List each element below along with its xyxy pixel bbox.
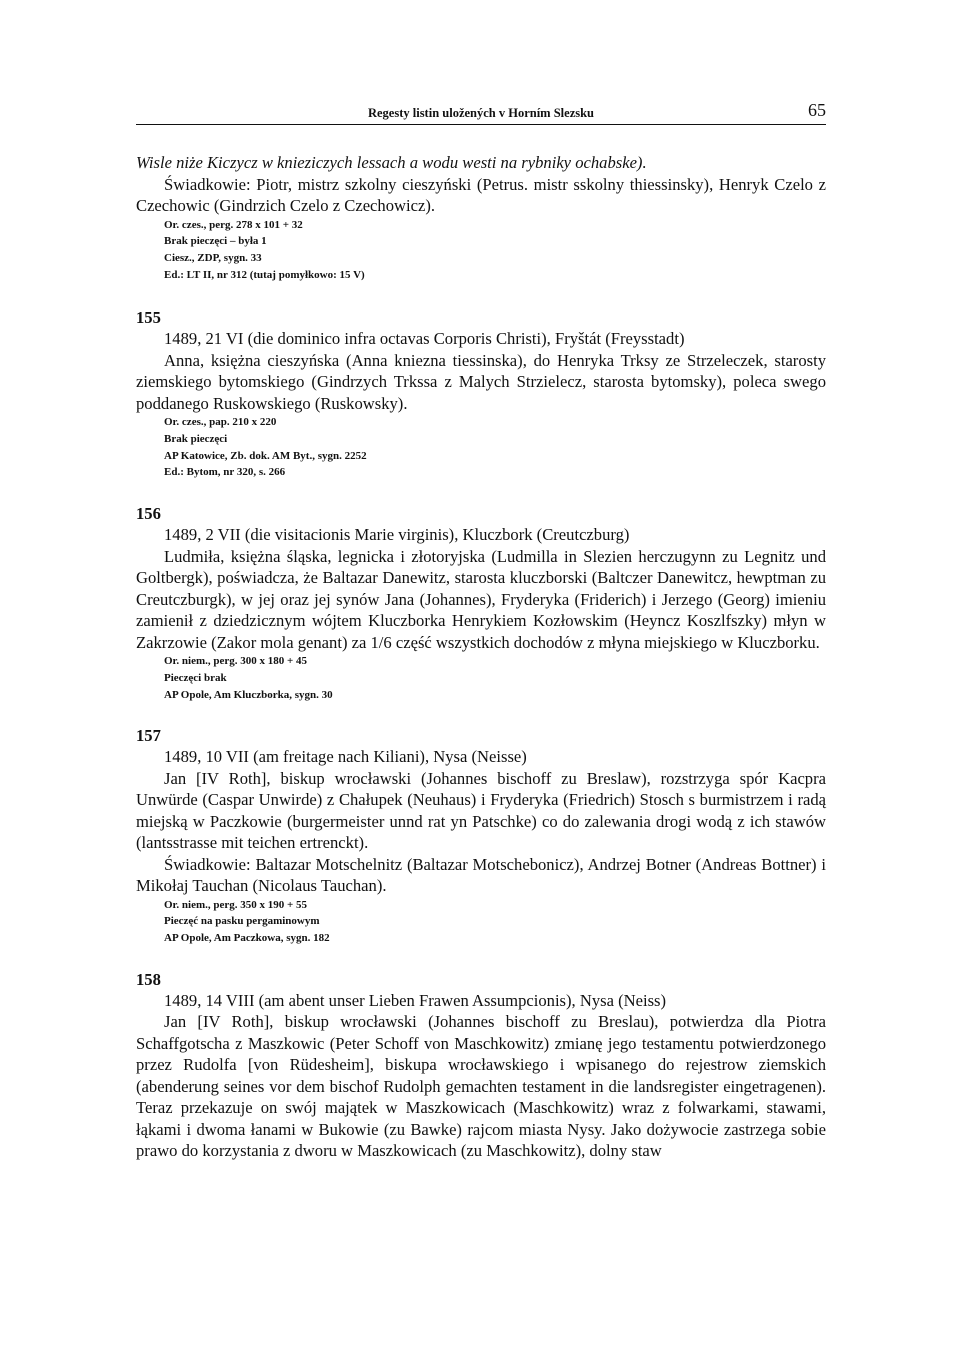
meta-line: Or. niem., perg. 350 x 190 + 55 [164, 898, 308, 911]
entry-155 [136, 307, 826, 481]
meta-line: Ed.: LT II, nr 312 (tutaj pomyłkowo: 15 V) [164, 268, 365, 281]
meta-line: Or. czes., pap. 210 x 220 [164, 416, 277, 429]
witnesses-paragraph: Świadkowie: Piotr, mistrz szkolny cieszyński (Petrus. mistr sskolny thiessinsky), Henryk Czelo z Czechowic (Gindrzich Czelo z Czechowicz). [136, 174, 826, 215]
continued-text [136, 152, 826, 174]
header-title: Regesty listin uložených v Horním Slezsku [367, 106, 595, 120]
intro-continuation [136, 152, 826, 283]
meta-line: Or. niem., perg. 300 x 180 + 45 [164, 655, 308, 668]
continued-text-italic: Wisle niże Kiczycz w knieziczych lessach a wodu westi na rybniky ochabske). [136, 153, 647, 172]
date-line: 1489, 14 VIII (am abent unser Lieben Frawen Assumpcionis), Nysa (Neiss) [164, 990, 667, 1010]
entry-paragraph: Świadkowie: Baltazar Motschelnitz (Baltazar Motschebonicz), Andrzej Botner (Andreas Bottner) i Mikołaj Tauchan (Nicolaus Tauchan). [136, 854, 826, 896]
meta-line: Or. czes., perg. 278 x 101 + 32 [164, 218, 303, 231]
entry-paragraph: Jan [IV Roth], biskup wrocławski (Johannes bischoff zu Breslaw), rozstrzyga spór Kacpra Unwürde (Caspar Unwirde) z Chałupek (Neuhaus) i Fryderyka (Friedrich) Stosch s burmistrzem i radą miejską w Paczkowie (burgermeister unnd rat yn Patschke) co do zalewania drogi wodą z ich stawów (lantsstrasse mit teichen ertrenckt). [136, 768, 826, 853]
meta-line: Pieczęć na pasku pergaminowym [164, 915, 320, 928]
date-line: 1489, 10 VII (am freitage nach Kiliani), Nysa (Neisse) [164, 747, 527, 767]
document-body [136, 152, 826, 1162]
meta-line: AP Opole, Am Paczkowa, sygn. 182 [164, 932, 330, 945]
entry-paragraph: Jan [IV Roth], biskup wrocławski (Johannes bischoff zu Breslau), potwierdza dla Piotra Schaffgotscha z Maszkowic (Peter Schoff von Maschkowitz) zmianę jego testamentu potwierdzonego przez Rudolfa [von Rüdesheim], biskupa wrocławskiego i wpisanego do rejestrow ziemskich (abenderung seines vor dem bischof Rudolph gemachten testament in die landsregister eingetragenen). Teraz przekazuje on swój majątek w Maszkowicach (Maschkowitz) wraz z folwarkami, stawami, łąkami i dwoma łanami w Bukowie (zu Bawke) rajcom miasta Nysy. Jako dożywocie zastrzega sobie prawo do korzystania z dworu w Maszkowicach (zu Maschkowitz), dolny staw [136, 1012, 826, 1161]
meta-line: Brak pieczęci – była 1 [164, 235, 267, 248]
entry-157 [136, 725, 826, 947]
entry-158 [136, 969, 826, 1162]
page-number: 65 [808, 100, 826, 120]
entry-number: 157 [136, 726, 161, 746]
meta-line: Pieczęci brak [164, 671, 227, 684]
entry-number: 158 [136, 969, 161, 989]
meta-line: Ciesz., ZDP, sygn. 33 [164, 251, 262, 264]
date-line: 1489, 21 VI (die dominico infra octavas Corporis Christi), Fryštát (Freysstadt) [164, 329, 685, 349]
meta-line: Ed.: Bytom, nr 320, s. 266 [164, 466, 286, 479]
entry-paragraph: Anna, księżna cieszyńska (Anna kniezna tiessinska), do Henryka Trksy ze Strzeleczek, starosty ziemskiego bytomskiego (Gindrzych Trkssa z Malych Strzielecz, starosta bytomsky), poleca swego poddanego Ruskowskiego (Ruskowsky). [136, 350, 826, 413]
entry-paragraph: Ludmiła, księżna śląska, legnicka i złotoryjska (Ludmilla in Slezien herczugynn zu Legnitz und Goltbergk), poświadcza, że Baltazar Danewitz, starosta kluczborski (Baltczer Danewitcz, hewptman zu Creutczburgk), w jej oraz jej synów Jana (Johannes), Fryderyka (Friderich) i Jerzego (Georg) imieniu zamienił z dziedzicznym wójtem Kluczborka Henrykiem Kozłowskim (Heyncz Koszlfszky) młyn w Zakrzowie (Zakor mola genant) za 1/6 część wszystkich dochodów z młyna miejskiego w Kluczborku. [136, 546, 826, 652]
entry-number: 156 [136, 504, 161, 524]
meta-line: Brak pieczęci [164, 433, 228, 446]
running-header [136, 100, 826, 125]
entry-number: 155 [136, 308, 161, 328]
meta-line: AP Katowice, Zb. dok. AM Byt., sygn. 2252 [164, 449, 367, 462]
meta-line: AP Opole, Am Kluczborka, sygn. 30 [164, 688, 333, 701]
date-line: 1489, 2 VII (die visitacionis Marie virginis), Kluczbork (Creutczburg) [164, 525, 630, 545]
entry-156 [136, 503, 826, 703]
